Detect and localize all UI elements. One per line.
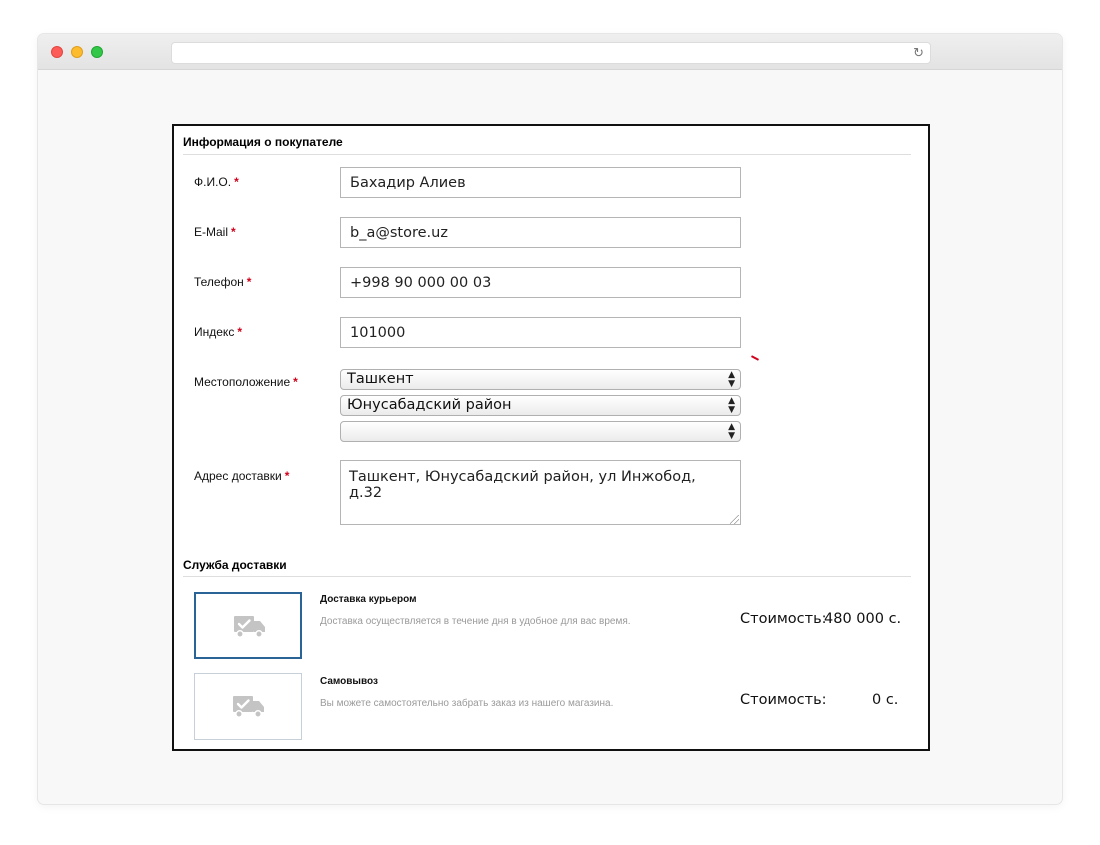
delivery-truck-icon — [232, 693, 266, 719]
required-mark: * — [246, 275, 252, 289]
required-mark: * — [234, 175, 239, 189]
delivery-truck-icon — [233, 613, 267, 639]
street-select[interactable] — [340, 421, 741, 442]
location-label: Местоположение * — [194, 375, 298, 389]
name-input[interactable] — [340, 167, 741, 198]
district-select[interactable] — [340, 395, 741, 416]
select-arrows-icon: ▲ ▼ — [728, 370, 735, 389]
buyer-section-title: Информация о покупателе — [183, 135, 343, 149]
resize-grip-icon[interactable] — [730, 515, 739, 524]
phone-input[interactable] — [340, 267, 741, 298]
field-marker — [751, 355, 759, 361]
name-label: Ф.И.О. * — [194, 175, 239, 189]
required-mark: * — [231, 225, 236, 239]
close-window-button[interactable] — [51, 46, 63, 58]
required-mark: * — [237, 325, 242, 339]
email-input[interactable] — [340, 217, 741, 248]
courier-price-value: 480 000 с. — [824, 611, 902, 627]
city-select[interactable] — [340, 369, 741, 390]
reload-icon[interactable]: ↻ — [913, 45, 924, 60]
pickup-option[interactable] — [194, 673, 302, 740]
email-label: E-Mail * — [194, 225, 236, 239]
phone-label: Телефон * — [194, 275, 252, 289]
courier-delivery-option[interactable] — [194, 592, 302, 659]
select-arrows-icon: ▲ ▼ — [728, 422, 735, 441]
browser-titlebar — [38, 34, 1062, 70]
zip-label: Индекс * — [194, 325, 242, 339]
address-bar[interactable] — [171, 42, 931, 64]
courier-option-description: Доставка осуществляется в течение дня в удобное для вас время. — [320, 616, 631, 627]
required-mark: * — [284, 469, 290, 483]
section-divider — [183, 154, 911, 155]
courier-price-label: Стоимость: — [740, 611, 827, 627]
select-arrows-icon: ▲ ▼ — [728, 396, 735, 415]
pickup-option-description: Вы можете самостоятельно забрать заказ из нашего магазина. — [320, 698, 614, 709]
zoom-window-button[interactable] — [91, 46, 103, 58]
address-label: Адрес доставки * — [194, 469, 290, 483]
zip-input[interactable] — [340, 317, 741, 348]
required-mark: * — [293, 375, 298, 389]
pickup-option-title: Самовывоз — [320, 676, 378, 687]
city-select-value: Ташкент — [347, 371, 414, 387]
district-select-value: Юнусабадский район — [347, 397, 512, 413]
pickup-price-value: 0 с. — [872, 692, 899, 708]
checkout-form — [172, 124, 930, 751]
pickup-price-label: Стоимость: — [740, 692, 827, 708]
section-divider — [183, 576, 911, 577]
browser-window — [38, 34, 1062, 804]
delivery-section-title: Служба доставки — [183, 558, 287, 572]
address-textarea[interactable] — [340, 460, 741, 525]
minimize-window-button[interactable] — [71, 46, 83, 58]
courier-option-title: Доставка курьером — [320, 594, 417, 605]
